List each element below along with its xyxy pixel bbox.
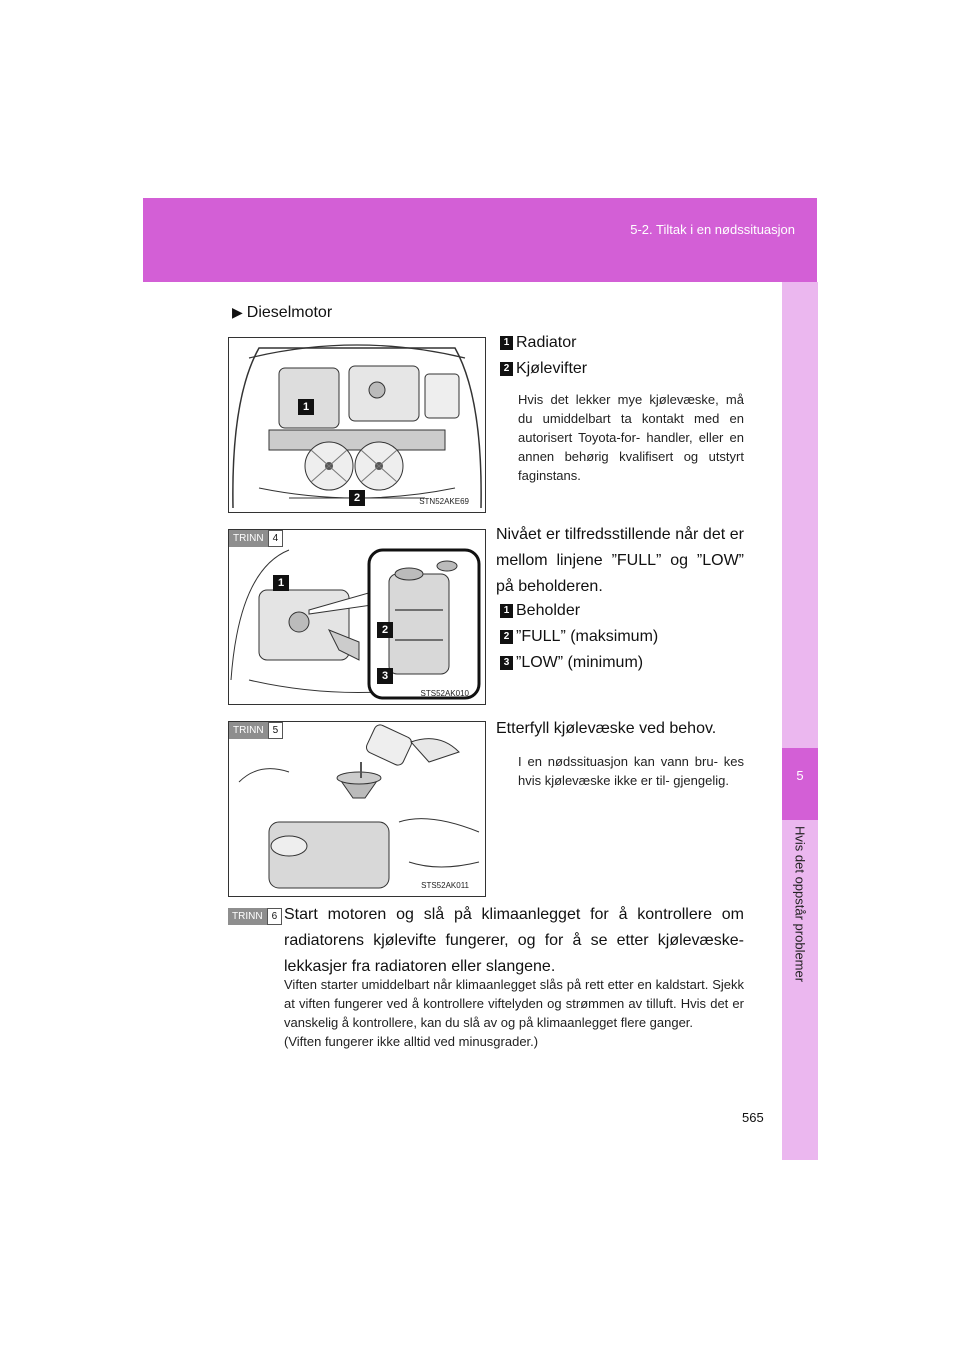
legend-label: ”LOW” (minimum) xyxy=(516,654,644,671)
legend-item-low xyxy=(500,654,643,672)
legend-item-reservoir xyxy=(500,602,580,620)
step-number: 4 xyxy=(268,530,284,547)
step4-text: Nivået er tilfredsstillende når det er mellom linjene ”FULL” og ”LOW” på beholderen. xyxy=(496,526,744,595)
legend-item-full xyxy=(500,628,658,646)
coolant-reservoir-illustration xyxy=(229,530,485,704)
section-heading xyxy=(232,304,332,322)
chapter-number: 5 xyxy=(796,768,804,783)
step-word: TRINN xyxy=(229,722,268,739)
leak-warning-note: Hvis det lekker mye kjølevæske, må du umiddelbart ta kontakt med en autorisert Toyota-for- handler, eller en annen behørig kvalifisert og utstyrt faginstans. xyxy=(518,392,744,483)
callout-2: 2 xyxy=(377,622,393,638)
legend-item-radiator xyxy=(500,334,576,352)
legend-label: Beholder xyxy=(516,602,581,619)
step-number: 6 xyxy=(267,908,283,925)
callout-3: 3 xyxy=(377,668,393,684)
section-heading-text: Dieselmotor xyxy=(246,304,333,321)
callout-2: 2 xyxy=(349,490,365,506)
engine-bay-illustration xyxy=(229,338,485,512)
step-5-badge xyxy=(229,722,283,739)
step5-note: I en nødssituasjon kan vann bru- kes hvis kjølevæske ikke er til- gjengelig. xyxy=(518,754,744,788)
legend-label: Kjølevifter xyxy=(516,360,588,377)
header-band xyxy=(143,198,817,282)
callout-1: 1 xyxy=(273,575,289,591)
triangle-right-icon: ▶ xyxy=(232,304,243,320)
step-number: 5 xyxy=(268,722,284,739)
step5-text: Etterfyll kjølevæske ved behov. xyxy=(496,720,717,737)
step6-text: Start motoren og slå på klimaanlegget for å kontrollere om radiatorens kjølevifte fungerer, og for å se etter kjølevæske- lekkasjer fra radiatoren eller slangene. xyxy=(284,906,744,975)
figure-caption: STN52AKE69 xyxy=(419,497,469,506)
step4-figure xyxy=(228,529,486,705)
callout-1: 1 xyxy=(298,399,314,415)
engine-bay-figure xyxy=(228,337,486,513)
figure-caption: STS52AK011 xyxy=(421,881,469,890)
breadcrumb: 5-2. Tiltak i en nødssituasjon xyxy=(630,222,795,237)
page-number: 565 xyxy=(742,1110,764,1125)
legend-number: 1 xyxy=(500,604,513,618)
step5-figure xyxy=(228,721,486,897)
refill-coolant-illustration xyxy=(229,722,485,896)
step6-note-paragraph: Viften starter umiddelbart når klimaanlegget slås på rett etter en kaldstart. Sjekk at viften fungerer ved å kontrollere viftelyden og strømmen av tilluft. Hvis det er vanskelig å kontrollere, kan du slå av og på klimaanlegget flere ganger. xyxy=(284,977,744,1030)
legend-label: Radiator xyxy=(516,334,577,351)
legend-number: 1 xyxy=(500,336,513,350)
legend-item-cooling-fan xyxy=(500,360,587,378)
chapter-number-tab xyxy=(782,748,818,820)
step-6-badge xyxy=(228,908,282,925)
figure-caption: STS52AK010 xyxy=(420,689,469,698)
legend-number: 3 xyxy=(500,656,513,670)
legend-number: 2 xyxy=(500,630,513,644)
step-word: TRINN xyxy=(228,908,267,925)
chapter-title: Hvis det oppstår problemer xyxy=(792,826,808,983)
step-word: TRINN xyxy=(229,530,268,547)
legend-number: 2 xyxy=(500,362,513,376)
step-4-badge xyxy=(229,530,283,547)
step6-note-paragraph-2: (Viften fungerer ikke alltid ved minusgrader.) xyxy=(284,1034,539,1049)
legend-label: ”FULL” (maksimum) xyxy=(516,628,659,645)
step6-note xyxy=(284,975,744,1051)
